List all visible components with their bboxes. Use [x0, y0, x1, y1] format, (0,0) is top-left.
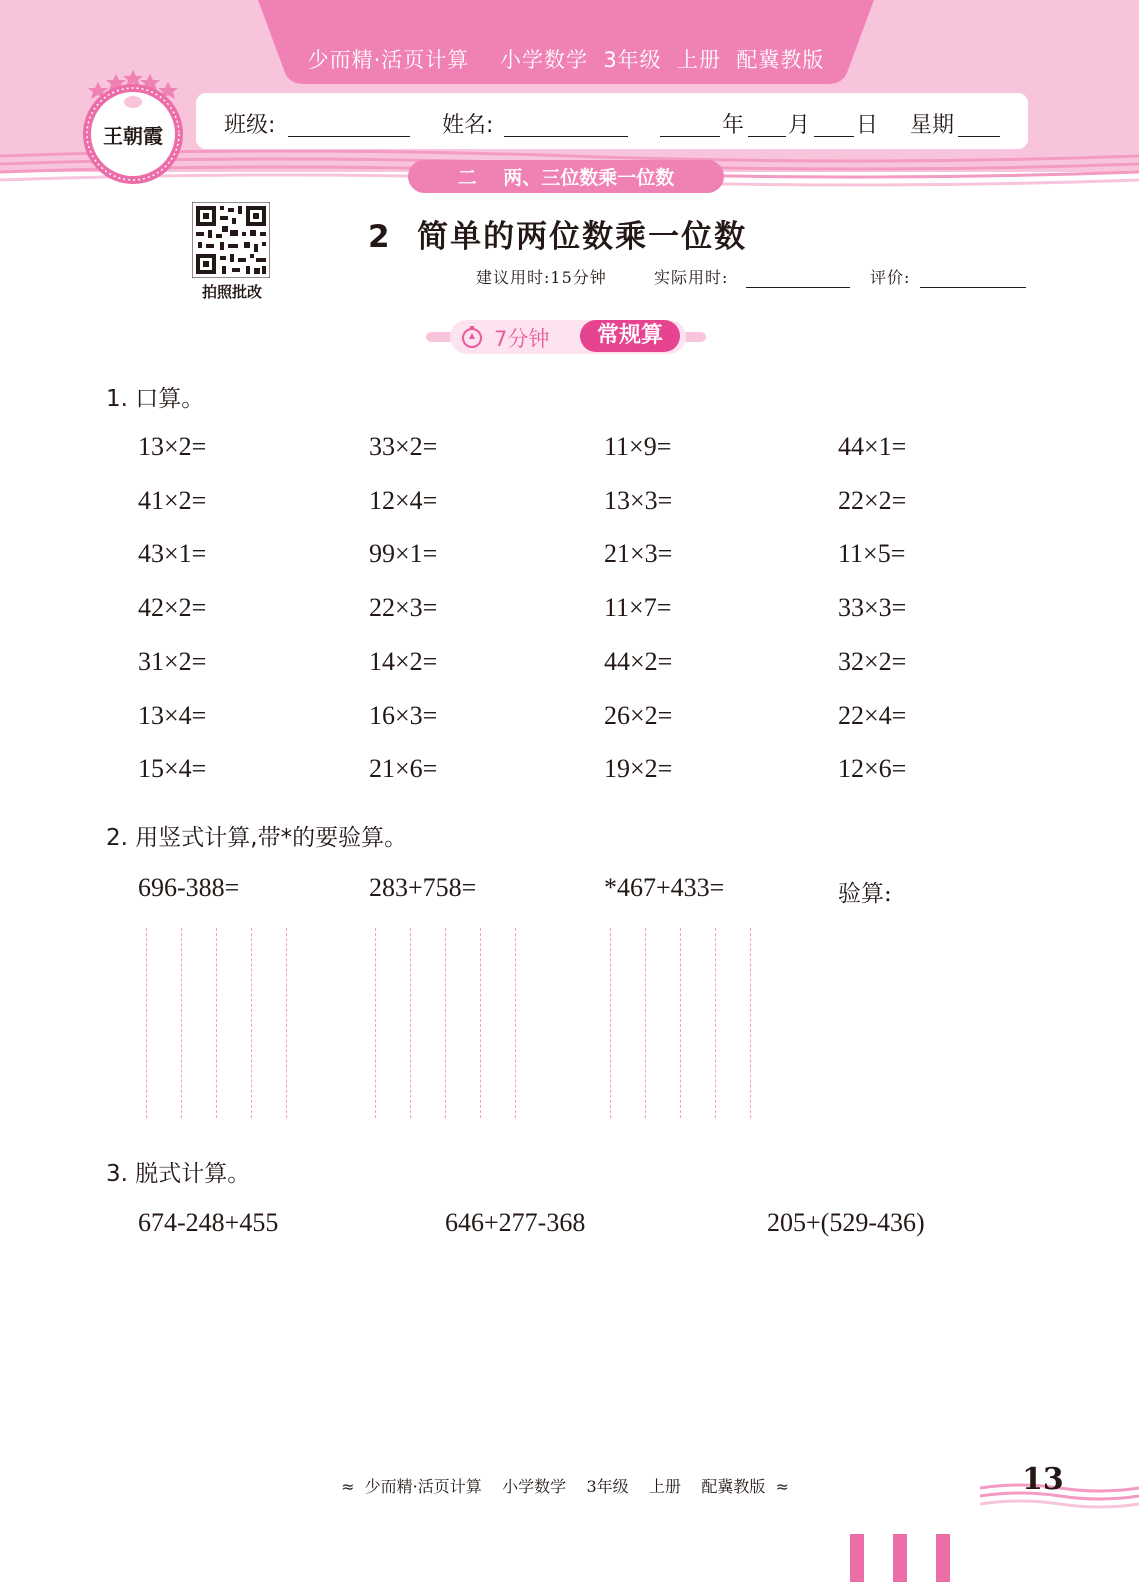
guide-line: [515, 928, 516, 1118]
oral-calc-item: 43×1=: [138, 539, 207, 568]
guide-line: [750, 928, 751, 1118]
vertical-calc-item: 283+758=: [369, 873, 477, 902]
page-number: 13: [1022, 1462, 1064, 1497]
name-label: 姓名:: [442, 113, 494, 138]
guide-line: [680, 928, 681, 1118]
year-label: 年: [722, 113, 745, 138]
month-field[interactable]: [748, 109, 786, 137]
oral-calc-item: 32×2=: [838, 647, 907, 676]
vertical-calc-item: *467+433=: [604, 873, 725, 902]
oral-calc-item: 13×2=: [138, 432, 207, 461]
weekday-field[interactable]: [958, 109, 1000, 137]
check-label: 验算:: [838, 881, 892, 907]
day-field[interactable]: [814, 109, 854, 137]
lesson-title: 2 简单的两位数乘一位数: [368, 219, 748, 255]
step-calc-item: 674-248+455: [138, 1208, 279, 1237]
unit-title: 二 两、三位数乘一位数: [457, 167, 675, 189]
oral-calc-item: 11×7=: [604, 593, 672, 622]
vertical-calc-item: 696-388=: [138, 873, 240, 902]
actual-time-label: 实际用时:: [654, 268, 729, 287]
series-title: 少而精·活页计算 小学数学 3年级 上册 配冀教版: [307, 48, 825, 72]
oral-calc-item: 11×9=: [604, 432, 672, 461]
day-label: 日: [856, 113, 879, 138]
guide-line: [286, 928, 287, 1118]
oral-calc-item: 14×2=: [369, 647, 438, 676]
oral-calc-item: 12×4=: [369, 486, 438, 515]
guide-line: [375, 928, 376, 1118]
month-label: 月: [788, 113, 811, 138]
rating-field[interactable]: [920, 268, 1026, 288]
oral-calc-item: 22×3=: [369, 593, 438, 622]
rating-label: 评价:: [870, 268, 911, 287]
oral-calc-item: 13×4=: [138, 701, 207, 730]
qr-caption: 拍照批改: [201, 283, 262, 301]
section-2-title: 2. 用竖式计算,带*的要验算。: [106, 825, 408, 851]
guide-line: [251, 928, 252, 1118]
oral-calc-item: 21×3=: [604, 539, 673, 568]
section-1-title: 1. 口算。: [106, 386, 205, 412]
oral-calc-item: 21×6=: [369, 754, 438, 783]
oral-calc-item: 33×3=: [838, 593, 907, 622]
page-tab-bar: [936, 1534, 950, 1582]
guide-line: [146, 928, 147, 1118]
page-tab-bar: [850, 1534, 864, 1582]
actual-time-field[interactable]: [746, 268, 850, 288]
stopwatch-icon: [460, 325, 484, 349]
guide-line: [445, 928, 446, 1118]
oral-calc-item: 99×1=: [369, 539, 438, 568]
section-3-title: 3. 脱式计算。: [106, 1161, 251, 1187]
oral-calc-item: 16×3=: [369, 701, 438, 730]
oral-calc-item: 31×2=: [138, 647, 207, 676]
oral-calc-item: 12×6=: [838, 754, 907, 783]
footer-series-text: ≈ 少而精·活页计算 小学数学 3年级 上册 配冀教版 ≈: [341, 1477, 789, 1496]
guide-line: [715, 928, 716, 1118]
suggested-time: 建议用时:15分钟: [476, 268, 607, 287]
guide-line: [181, 928, 182, 1118]
class-label: 班级:: [224, 113, 276, 138]
name-field[interactable]: [504, 109, 628, 137]
step-calc-item: 205+(529-436): [767, 1208, 925, 1237]
class-field[interactable]: [288, 109, 410, 137]
qr-code-icon[interactable]: [192, 202, 270, 278]
oral-calc-item: 44×1=: [838, 432, 907, 461]
weekday-label: 星期: [910, 113, 955, 138]
guide-line: [480, 928, 481, 1118]
badge-time: 7分钟: [494, 327, 550, 351]
year-field[interactable]: [660, 109, 720, 137]
oral-calc-item: 33×2=: [369, 432, 438, 461]
oral-calc-item: 13×3=: [604, 486, 673, 515]
oral-calc-item: 42×2=: [138, 593, 207, 622]
oral-calc-item: 41×2=: [138, 486, 207, 515]
step-calc-item: 646+277-368: [445, 1208, 586, 1237]
oral-calc-item: 22×2=: [838, 486, 907, 515]
oral-calc-item: 26×2=: [604, 701, 673, 730]
guide-line: [610, 928, 611, 1118]
logo-text: 王朝霞: [103, 124, 163, 148]
guide-line: [216, 928, 217, 1118]
page-tab-bar: [893, 1534, 907, 1582]
guide-line: [410, 928, 411, 1118]
publisher-logo: [78, 70, 188, 188]
oral-calc-item: 11×5=: [838, 539, 906, 568]
oral-calc-item: 22×4=: [838, 701, 907, 730]
oral-calc-item: 19×2=: [604, 754, 673, 783]
oral-calc-item: 44×2=: [604, 647, 673, 676]
guide-line: [645, 928, 646, 1118]
oral-calc-item: 15×4=: [138, 754, 207, 783]
badge-label: 常规算: [580, 320, 680, 352]
